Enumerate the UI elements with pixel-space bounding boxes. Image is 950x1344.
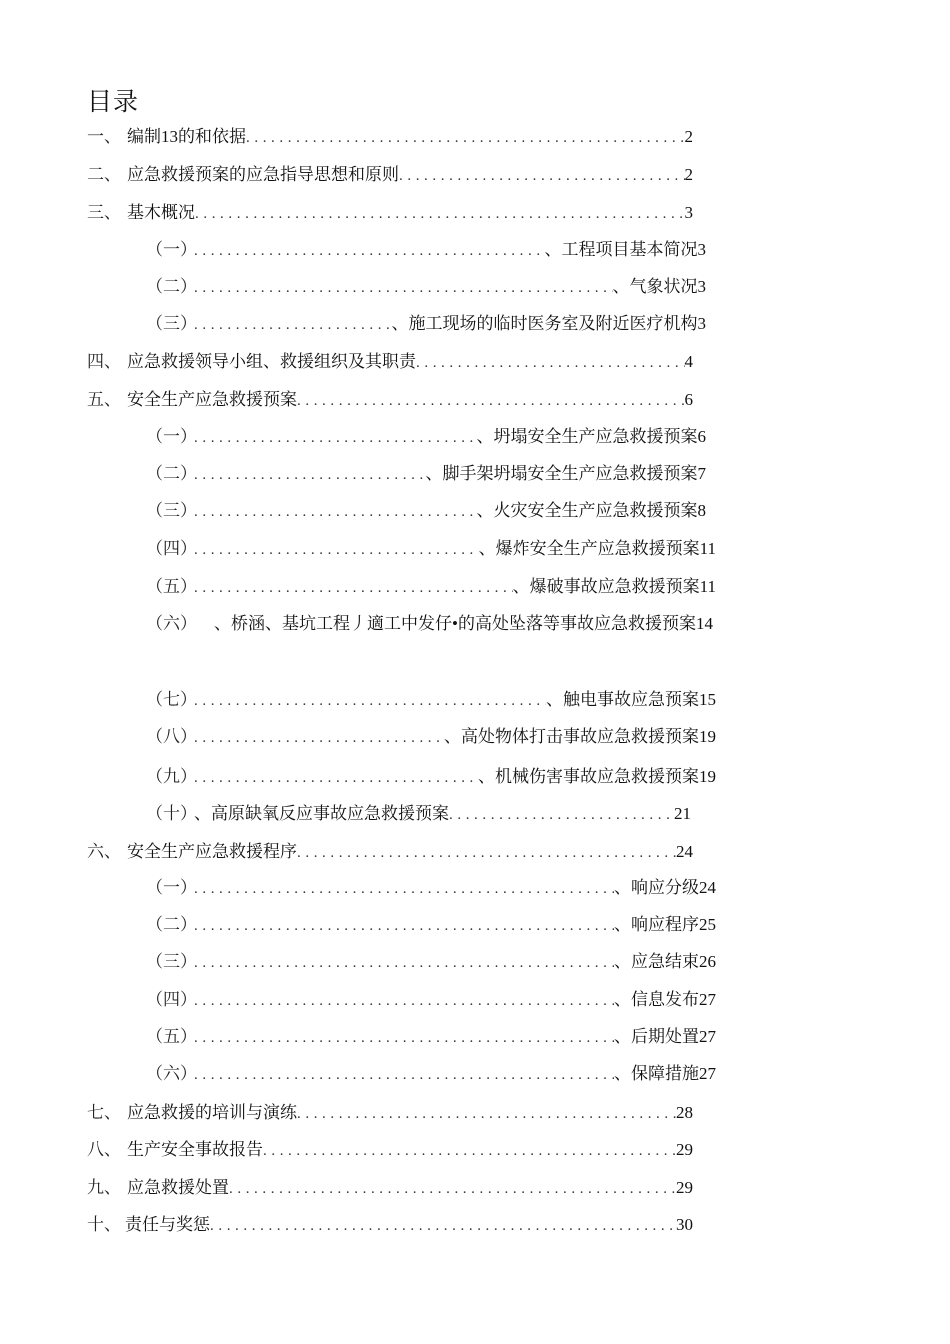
toc-leader-dots: [449, 802, 674, 827]
toc-leader-dots: [194, 238, 545, 263]
toc-entry-number: （八）: [146, 727, 197, 746]
toc-entry-title: 责任与奖惩: [125, 1215, 210, 1234]
toc-entry-number: （十）: [146, 804, 197, 823]
toc-title: 目录: [87, 87, 140, 116]
toc-entry-number: （五）: [146, 1027, 197, 1046]
toc-leader-dots: [297, 388, 685, 413]
toc-leader-dots: [263, 1138, 676, 1163]
toc-entry-page: 6: [697, 427, 706, 446]
toc-leader-dots: [194, 1062, 614, 1087]
toc-entry[interactable]: [87, 839, 693, 865]
toc-leader-dots: [229, 1176, 676, 1201]
toc-entry-title: 应急救援处置: [127, 1178, 229, 1197]
toc-entry-page: 3: [684, 203, 693, 222]
toc-leader-dots: [194, 425, 477, 450]
toc-subentry[interactable]: [146, 274, 706, 300]
toc-entry-number: （二）: [146, 464, 197, 483]
toc-leader-dots: [194, 988, 614, 1013]
toc-entry-number: 五、: [87, 390, 121, 409]
toc-subentry[interactable]: [146, 987, 716, 1013]
toc-entry-title: 应急救援领导小组、救援组织及其职责: [127, 352, 416, 371]
toc-entry-number: 八、: [87, 1140, 121, 1159]
toc-entry-page: 3: [697, 277, 706, 296]
toc-entry-title: 编制13的和依据: [127, 127, 246, 146]
toc-entry-title: 、爆炸安全生产应急救援预案: [478, 539, 700, 558]
toc-subentry[interactable]: [146, 498, 706, 524]
toc-entry-title: 、爆破事故应急救援预案: [512, 577, 700, 596]
toc-leader-dots: [399, 163, 685, 188]
toc-entry-page: 25: [699, 915, 716, 934]
toc-leader-dots: [194, 765, 478, 790]
toc-entry-number: （四）: [146, 990, 197, 1009]
toc-leader-dots: [210, 1213, 676, 1238]
toc-leader-dots: [194, 499, 477, 524]
toc-leader-dots: [194, 537, 479, 562]
toc-entry-number: （三）: [146, 314, 197, 333]
toc-leader-dots: [194, 275, 613, 300]
toc-leader-dots: [246, 125, 685, 150]
toc-entry-number: （三）: [146, 501, 197, 520]
toc-leader-dots: [297, 1101, 676, 1126]
toc-subentry[interactable]: [146, 237, 706, 263]
toc-entry-page: 11: [699, 539, 716, 558]
toc-entry-title: 、施工现场的临时医务室及附近医疗机构: [391, 314, 698, 333]
toc-subentry[interactable]: [146, 311, 706, 337]
toc-entry-page: 3: [697, 240, 706, 259]
toc-entry-page: 21: [674, 804, 691, 823]
toc-entry-number: （四）: [146, 539, 197, 558]
toc-subentry[interactable]: [146, 724, 716, 750]
toc-entry-title: 基木概况: [127, 203, 195, 222]
toc-entry-page: 7: [697, 464, 706, 483]
toc-subentry[interactable]: [146, 461, 706, 487]
toc-entry-page: 2: [684, 165, 693, 184]
toc-entry[interactable]: [87, 1212, 693, 1238]
toc-subentry[interactable]: [146, 801, 691, 827]
toc-leader-dots: [194, 462, 426, 487]
toc-entry-page: 6: [684, 390, 693, 409]
toc-entry-title: 、坍塌安全生产应急救援预案: [476, 427, 698, 446]
toc-entry-number: 九、: [87, 1178, 121, 1197]
toc-entry-page: 24: [676, 842, 693, 861]
toc-entry[interactable]: [87, 200, 693, 226]
toc-entry[interactable]: [87, 1175, 693, 1201]
toc-entry-page: 27: [699, 1027, 716, 1046]
toc-entry[interactable]: [87, 349, 693, 375]
toc-subentry[interactable]: [146, 764, 716, 790]
toc-entry-title: 、高原缺氧反应事故应急救援预案: [194, 804, 449, 823]
toc-entry[interactable]: [87, 1100, 693, 1126]
toc-entry-number: 三、: [87, 203, 121, 222]
toc-entry-title: 、触电事故应急预案: [546, 690, 699, 709]
toc-entry[interactable]: [87, 124, 693, 150]
toc-entry-page: 15: [699, 690, 716, 709]
toc-entry-title: 、气象状况: [612, 277, 698, 296]
toc-entry-number: （一）: [146, 427, 197, 446]
toc-entry-number: （二）: [146, 915, 197, 934]
toc-entry-title: 、桥涵、基坑工程丿適工中发仔•的高处坠落等事故应急救援预案: [214, 614, 696, 633]
toc-entry-page: 8: [697, 501, 706, 520]
toc-entry-number: 二、: [87, 165, 121, 184]
toc-subentry[interactable]: [146, 424, 706, 450]
toc-entry-page: 27: [699, 1064, 716, 1083]
toc-leader-dots: [194, 876, 614, 901]
toc-subentry[interactable]: [146, 875, 716, 901]
toc-leader-dots: [194, 312, 392, 337]
toc-leader-dots: [297, 840, 676, 865]
toc-entry-page: 19: [699, 767, 716, 786]
toc-entry-number: （五）: [146, 577, 197, 596]
toc-subentry[interactable]: [146, 611, 786, 637]
toc-entry-page: 14: [695, 614, 713, 633]
toc-subentry[interactable]: [146, 912, 716, 938]
toc-entry-page: 27: [699, 990, 716, 1009]
toc-entry-number: （一）: [146, 878, 197, 897]
toc-entry-page: 28: [676, 1103, 693, 1122]
toc-leader-dots: [194, 1025, 614, 1050]
toc-entry-title: 、火灾安全生产应急救援预案: [476, 501, 698, 520]
toc-entry-page: 29: [676, 1140, 693, 1159]
toc-entry-title: 、脚手架坍塌安全生产应急救援预案: [425, 464, 698, 483]
toc-entry-title: 、响应程序: [614, 915, 699, 934]
toc-entry[interactable]: [87, 1137, 693, 1163]
toc-entry-title: 、响应分级: [614, 878, 699, 897]
toc-entry-page: 29: [676, 1178, 693, 1197]
toc-leader-dots: [194, 950, 614, 975]
toc-leader-dots: [194, 913, 614, 938]
toc-entry-title: 、工程项目基本简况: [544, 240, 698, 259]
toc-entry[interactable]: [87, 387, 693, 413]
toc-entry-title: 、后期处置: [614, 1027, 699, 1046]
toc-entry-title: 安全生产应急救援预案: [127, 390, 297, 409]
toc-subentry[interactable]: [146, 1061, 716, 1087]
toc-leader-dots: [195, 201, 685, 226]
toc-entry-number: （九）: [146, 767, 197, 786]
toc-entry-number: （七）: [146, 690, 197, 709]
toc-subentry[interactable]: [146, 574, 716, 600]
toc-entry-page: 4: [684, 352, 693, 371]
toc-entry-number: 一、: [87, 127, 121, 146]
toc-subentry[interactable]: [146, 536, 716, 562]
toc-entry-number: （三）: [146, 952, 197, 971]
toc-entry-number: 十、: [87, 1215, 121, 1234]
toc-entry-number: 四、: [87, 352, 121, 371]
toc-entry-page: 2: [684, 127, 693, 146]
toc-leader-dots: [194, 575, 513, 600]
toc-leader-dots: [194, 725, 444, 750]
toc-entry-title: 、应急结束: [614, 952, 699, 971]
toc-entry-title: 、保障措施: [614, 1064, 699, 1083]
toc-entry-title: 应急救援预案的应急指导思想和原则: [127, 165, 399, 184]
toc-entry-page: 19: [699, 727, 716, 746]
toc-entry-page: 24: [699, 878, 716, 897]
toc-subentry[interactable]: [146, 687, 716, 713]
toc-entry-number: 七、: [87, 1103, 121, 1122]
toc-leader-dots: [416, 350, 685, 375]
toc-entry-page: 26: [699, 952, 716, 971]
toc-entry-number: （六）: [146, 614, 197, 633]
toc-entry-title: 生产安全事故报告: [127, 1140, 263, 1159]
toc-entry-title: 安全生产应急救援程序: [127, 842, 297, 861]
toc-subentry[interactable]: [146, 949, 716, 975]
toc-entry-title: 、高处物体打击事故应急救援预案: [444, 727, 699, 746]
toc-entry-page: 11: [699, 577, 716, 596]
toc-entry-page: 30: [676, 1215, 693, 1234]
toc-entry-page: 3: [697, 314, 706, 333]
toc-entry-title: 、机械伤害事故应急救援预案: [478, 767, 699, 786]
toc-entry-number: 六、: [87, 842, 121, 861]
toc-leader-dots: [194, 688, 546, 713]
toc-entry-title: 应急救援的培训与演练: [127, 1103, 297, 1122]
toc-entry-number: （六）: [146, 1064, 197, 1083]
toc-entry[interactable]: [87, 162, 693, 188]
toc-subentry[interactable]: [146, 1024, 716, 1050]
toc-entry-number: （二）: [146, 277, 197, 296]
toc-entry-title: 、信息发布: [614, 990, 699, 1009]
toc-entry-number: （一）: [146, 240, 197, 259]
